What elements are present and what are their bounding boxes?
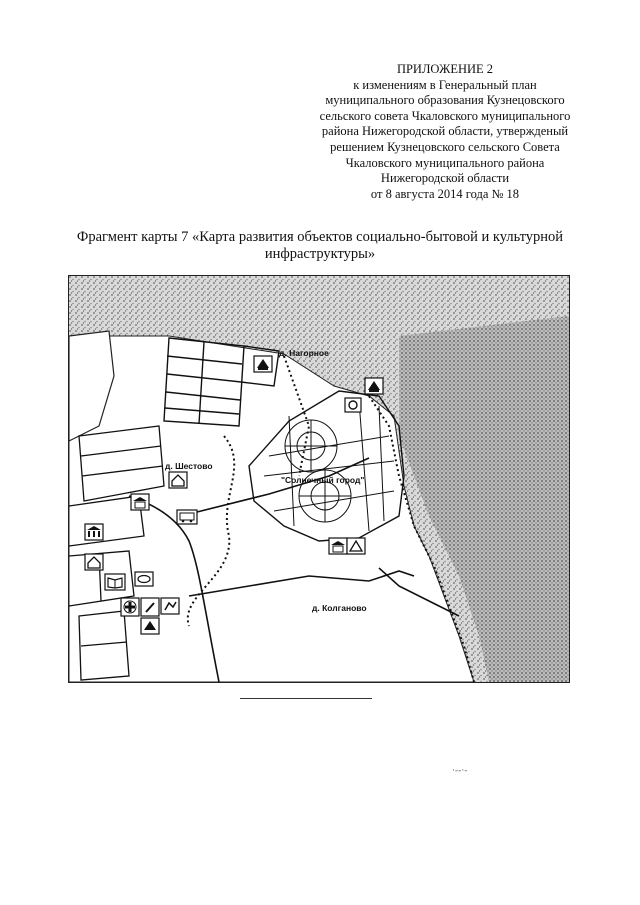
pharmacy-icon[interactable] xyxy=(141,598,159,616)
shop-icon[interactable] xyxy=(131,494,149,510)
school-icon[interactable] xyxy=(365,378,383,394)
header-line: Чкаловского муниципального района xyxy=(345,155,545,170)
header-line: Нижегородской области xyxy=(380,171,510,186)
label-shestovo: д. Шестово xyxy=(165,461,213,471)
header-line: сельского совета Чкаловского муниципального xyxy=(319,108,571,123)
header-line: района Нижегородской области, утвержденый xyxy=(321,124,569,139)
map-canvas xyxy=(69,276,569,682)
header-line: к изменениям в Генеральный план xyxy=(353,77,537,92)
school-icon[interactable] xyxy=(141,618,159,634)
header-line: муниципального образования Кузнецовского xyxy=(325,93,565,108)
map-title xyxy=(40,229,600,263)
shield-icon[interactable] xyxy=(345,398,361,412)
map-title-line-2: инфраструктуры» xyxy=(264,246,376,262)
header-line: от 8 августа 2014 года № 18 xyxy=(370,186,520,201)
header-line: ПРИЛОЖЕНИЕ 2 xyxy=(396,62,494,76)
school-icon[interactable] xyxy=(254,356,272,372)
separator-line xyxy=(240,698,372,699)
house-icon[interactable] xyxy=(169,472,187,488)
museum-icon[interactable] xyxy=(85,524,103,540)
label-solnechny-gorod: "Солнечный город" xyxy=(281,475,365,485)
label-kolganovo: д. Колганово xyxy=(312,603,367,613)
shop-icon[interactable] xyxy=(329,538,347,554)
map-title-line-1: Фрагмент карты 7 «Карта развития объектов социально-бытовой и культурной xyxy=(76,229,564,245)
header-line: решением Кузнецовского сельского Совета xyxy=(330,139,560,154)
house-icon[interactable] xyxy=(85,554,103,570)
scan-artifact: ·--·- xyxy=(452,766,468,776)
camp-icon[interactable] xyxy=(347,538,365,554)
sport-icon[interactable] xyxy=(161,598,179,614)
book-icon[interactable] xyxy=(105,574,125,590)
rink-icon[interactable] xyxy=(135,572,153,586)
label-nagornoe: д. Нагорное xyxy=(279,348,329,358)
hospital-icon[interactable] xyxy=(121,598,139,616)
bus-stop-icon[interactable] xyxy=(177,510,197,524)
appendix-header xyxy=(300,62,590,202)
map-fragment[interactable] xyxy=(68,275,570,683)
